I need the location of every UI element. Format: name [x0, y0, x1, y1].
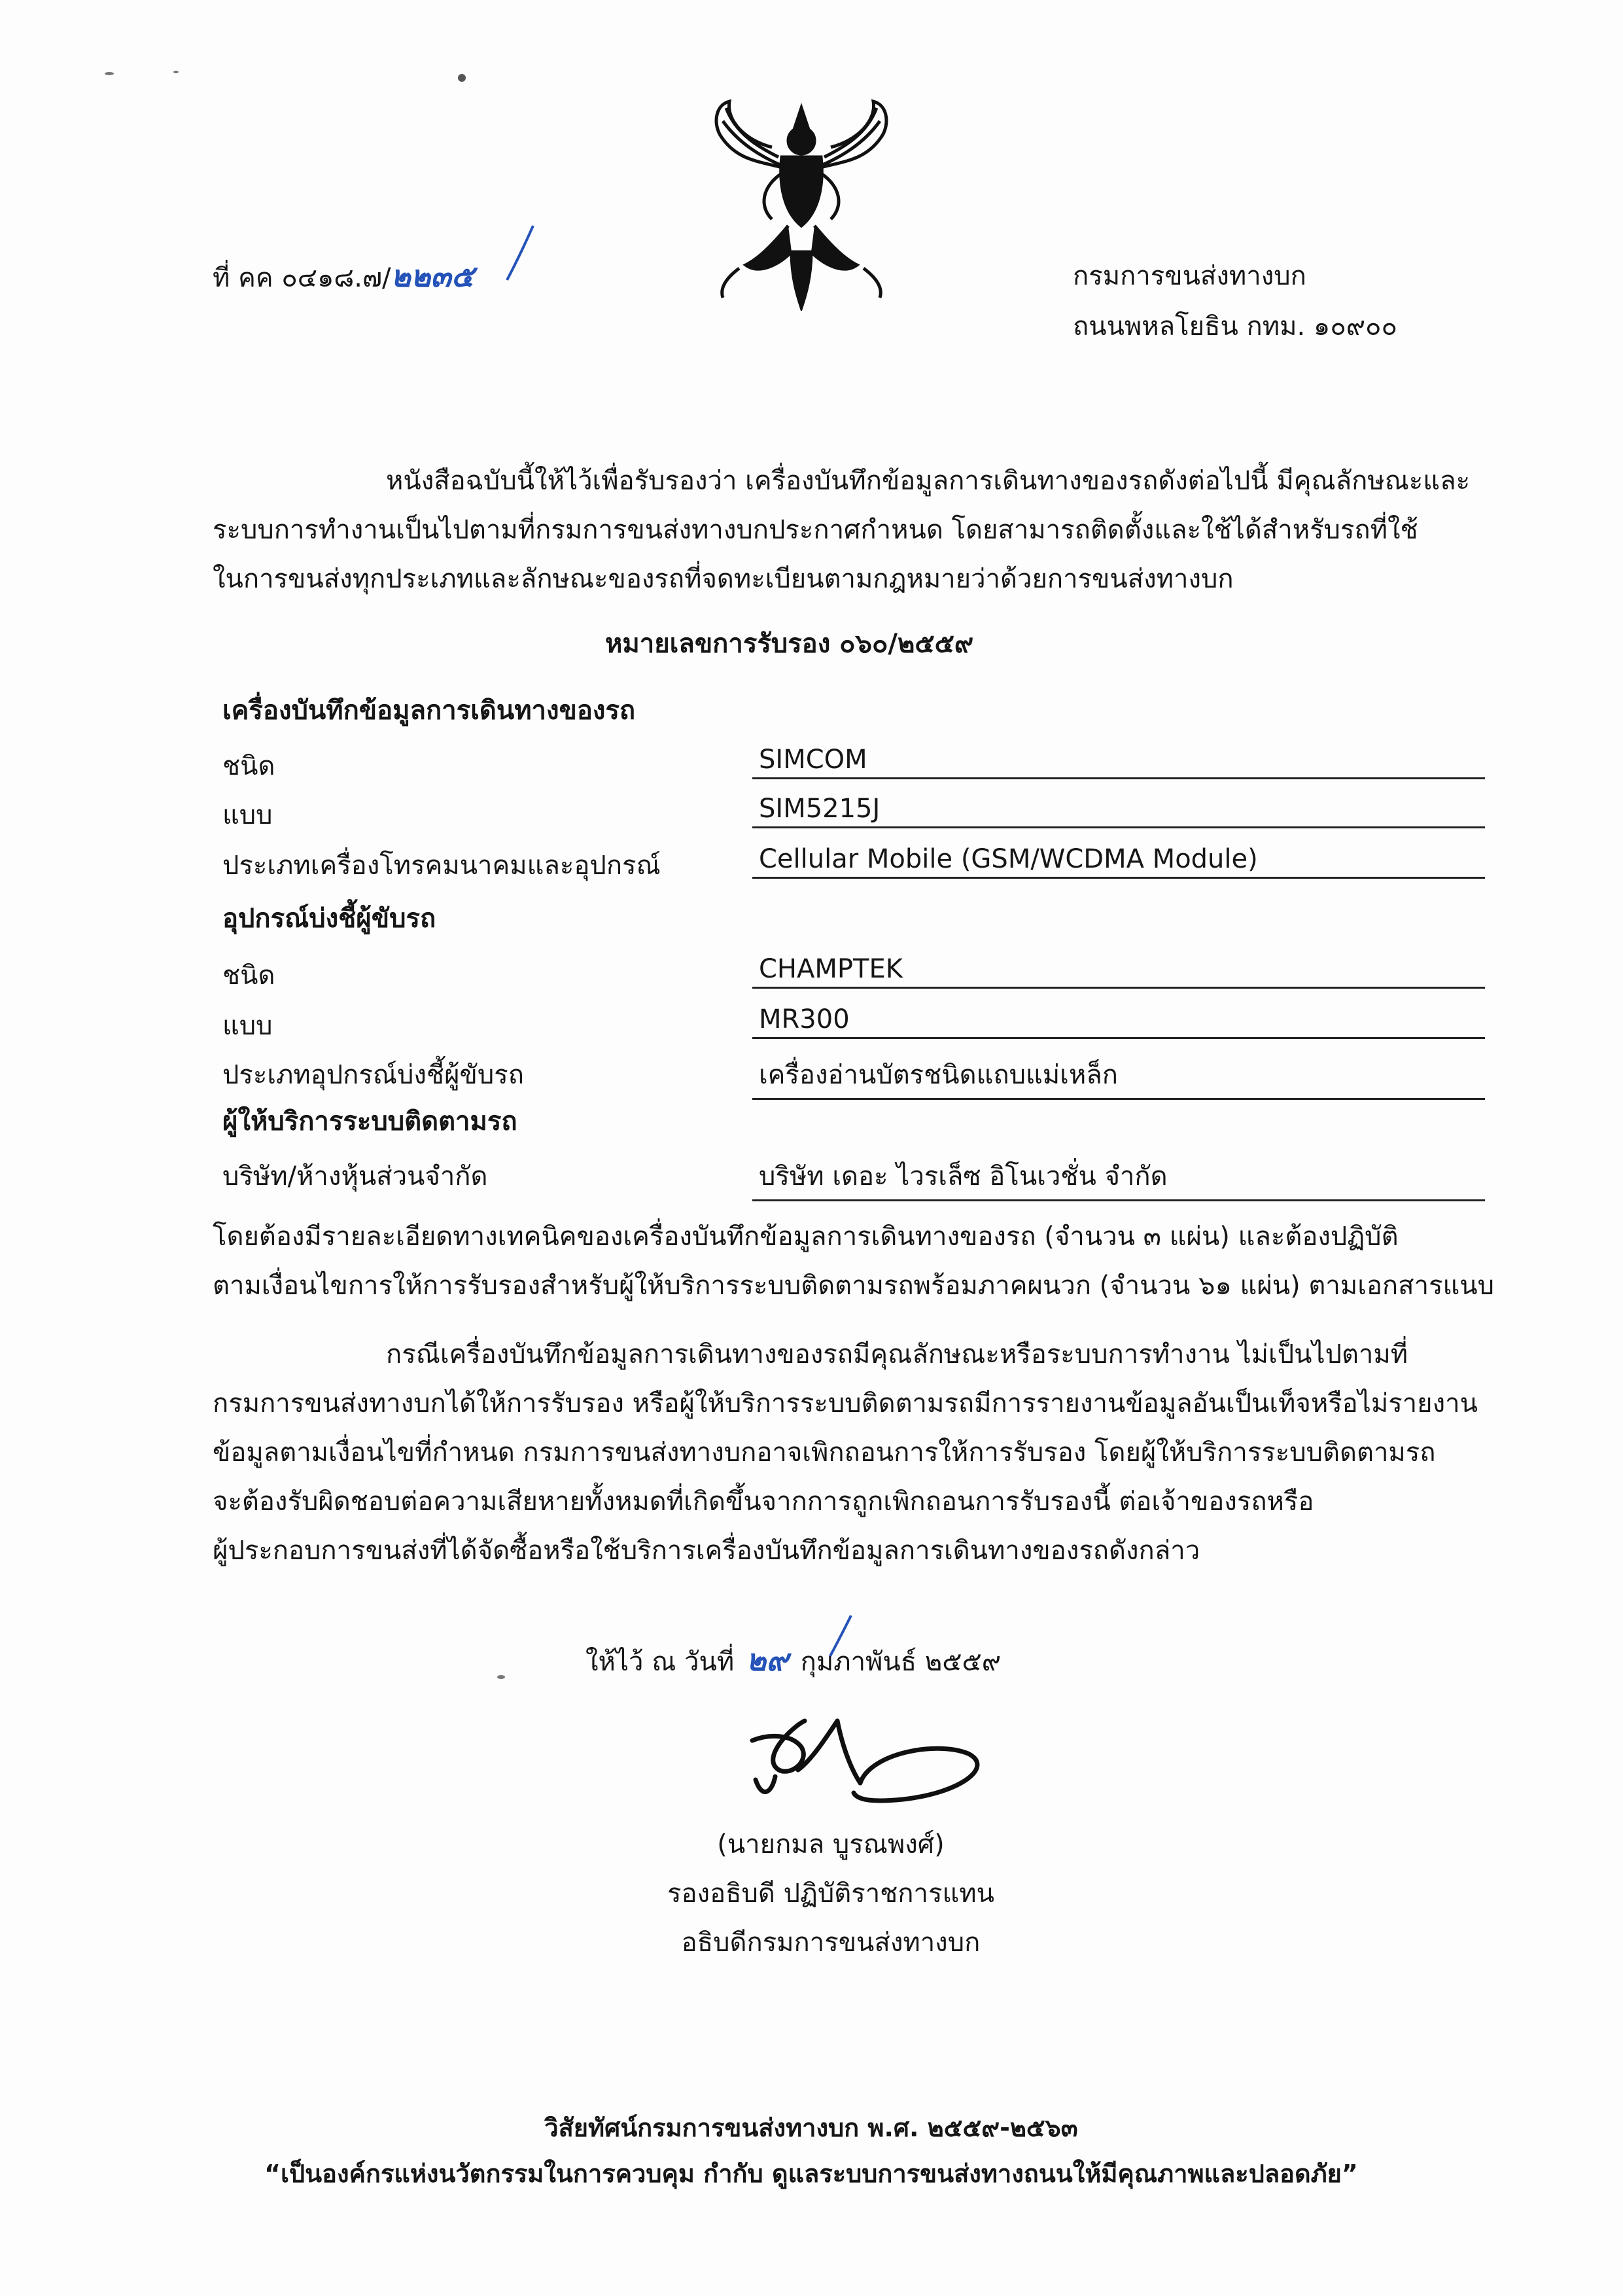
org-address: ถนนพหลโยธิน กทม. ๑๐๙๐๐	[1073, 311, 1397, 342]
reference-number	[213, 258, 474, 294]
driver-id-type-value: CHAMPTEK	[752, 954, 1485, 989]
recorder-device-label: ประเภทเครื่องโทรคมนาคมและอุปกรณ์	[222, 851, 661, 881]
driver-id-model-label: แบบ	[222, 1011, 273, 1041]
revocation-line-5: ผู้ประกอบการขนส่งที่ได้จัดซื้อหรือใช้บริการเครื่องบันทึกข้อมูลการเดินทางของรถดังกล่าว	[213, 1536, 1200, 1566]
provider-company-label: บริษัท/ห้างหุ้นส่วนจำกัด	[222, 1161, 488, 1192]
signature-image	[739, 1701, 988, 1812]
recorder-heading: เครื่องบันทึกข้อมูลการเดินทางของรถ	[222, 696, 636, 726]
recorder-type-label: ชนิด	[222, 751, 275, 781]
driver-id-type-label: ชนิด	[222, 961, 275, 991]
footer-vision: วิสัยทัศน์กรมการขนส่งทางบก พ.ศ. ๒๕๕๙-๒๕๖๓	[544, 2113, 1078, 2142]
conditions-line-1: โดยต้องมีรายละเอียดทางเทคนิคของเครื่องบันทึกข้อมูลการเดินทางของรถ (จำนวน ๓ แผ่น) และต้องปฏิบัติ	[213, 1222, 1399, 1252]
driver-id-device-label: ประเภทอุปกรณ์บ่งชี้ผู้ขับรถ	[222, 1060, 524, 1090]
recorder-type-value: SIMCOM	[752, 745, 1485, 779]
scan-speck	[105, 72, 114, 75]
recorder-model-value: SIM5215J	[752, 794, 1485, 828]
provider-company-value: บริษัท เดอะ ไวรเล็ซ อิโนเวชั่น จำกัด	[752, 1155, 1485, 1201]
revocation-line-1: กรณีเครื่องบันทึกข้อมูลการเดินทางของรถมีคุณลักษณะหรือระบบการทำงาน ไม่เป็นไปตามที่	[386, 1339, 1408, 1369]
revocation-line-3: ข้อมูลตามเงื่อนไขที่กำหนด กรมการขนส่งทางบกอาจเพิกถอนการให้การรับรอง โดยผู้ให้บริการระบบติดตามรถ	[213, 1438, 1436, 1468]
recorder-model-label: แบบ	[222, 800, 273, 830]
handwritten-slash-mark	[504, 222, 536, 281]
revocation-line-2: กรมการขนส่งทางบกได้ให้การรับรอง หรือผู้ให้บริการระบบติดตามรถมีการรายงานข้อมูลอันเป็นเท็จหรือไม่รายงาน	[213, 1388, 1478, 1419]
intro-line-2: ระบบการทำงานเป็นไปตามที่กรมการขนส่งทางบกประกาศกำหนด โดยสามารถติดตั้งและใช้ได้สำหรับรถที่ใช้	[213, 515, 1418, 545]
intro-line-1: หนังสือฉบับนี้ให้ไว้เพื่อรับรองว่า เครื่องบันทึกข้อมูลการเดินทางของรถดังต่อไปนี้ มีคุณลักษณะและ	[386, 466, 1471, 496]
driver-id-model-value: MR300	[752, 1004, 1485, 1039]
provider-heading: ผู้ให้บริการระบบติดตามรถ	[222, 1106, 517, 1137]
scan-speck	[458, 74, 466, 82]
org-name: กรมการขนส่งทางบก	[1073, 261, 1306, 291]
signatory-position-2: อธิบดีกรมการขนส่งทางบก	[681, 1928, 981, 1958]
driver-id-device-value: เครื่องอ่านบัตรชนิดแถบแม่เหล็ก	[752, 1053, 1485, 1100]
driver-id-heading: อุปกรณ์บ่งชี้ผู้ขับรถ	[222, 904, 436, 934]
reference-handwritten-number: ๒๒๓๕	[391, 258, 474, 294]
scan-speck	[497, 1675, 505, 1679]
intro-line-3: ในการขนส่งทุกประเภทและลักษณะของรถที่จดทะเบียนตามกฎหมายว่าด้วยการขนส่งทางบก	[213, 564, 1234, 594]
signatory-name: (นายกมล บูรณพงศ์)	[717, 1829, 945, 1860]
date-day-handwritten: ๒๙	[746, 1642, 788, 1678]
date-month-year: กุมภาพันธ์ ๒๕๕๙	[800, 1647, 1002, 1677]
handwritten-date-mark	[828, 1613, 854, 1659]
scan-speck	[173, 71, 179, 73]
reference-prefix: ที่ คค ๐๔๑๘.๗/	[213, 263, 391, 293]
date-prefix: ให้ไว้ ณ วันที่	[585, 1647, 735, 1677]
certificate-number: หมายเลขการรับรอง ๐๖๐/๒๕๕๙	[605, 629, 974, 659]
issue-date	[585, 1642, 1001, 1678]
footer-motto: “เป็นองค์กรแห่งนวัตกรรมในการควบคุม กำกับ ดูแลระบบการขนส่งทางถนนให้มีคุณภาพและปลอดภัย”	[264, 2159, 1358, 2188]
recorder-device-value: Cellular Mobile (GSM/WCDMA Module)	[752, 844, 1485, 879]
revocation-line-4: จะต้องรับผิดชอบต่อความเสียหายทั้งหมดที่เกิดขึ้นจากการถูกเพิกถอนการรับรองนี้ ต่อเจ้าของรถหรือ	[213, 1487, 1314, 1517]
garuda-emblem-icon	[700, 95, 903, 311]
conditions-line-2: ตามเงื่อนไขการให้การรับรองสำหรับผู้ให้บริการระบบติดตามรถพร้อมภาคผนวก (จำนวน ๖๑ แผ่น) ตามเอกสารแนบ	[213, 1271, 1495, 1301]
signatory-position-1: รองอธิบดี ปฏิบัติราชการแทน	[667, 1879, 994, 1909]
